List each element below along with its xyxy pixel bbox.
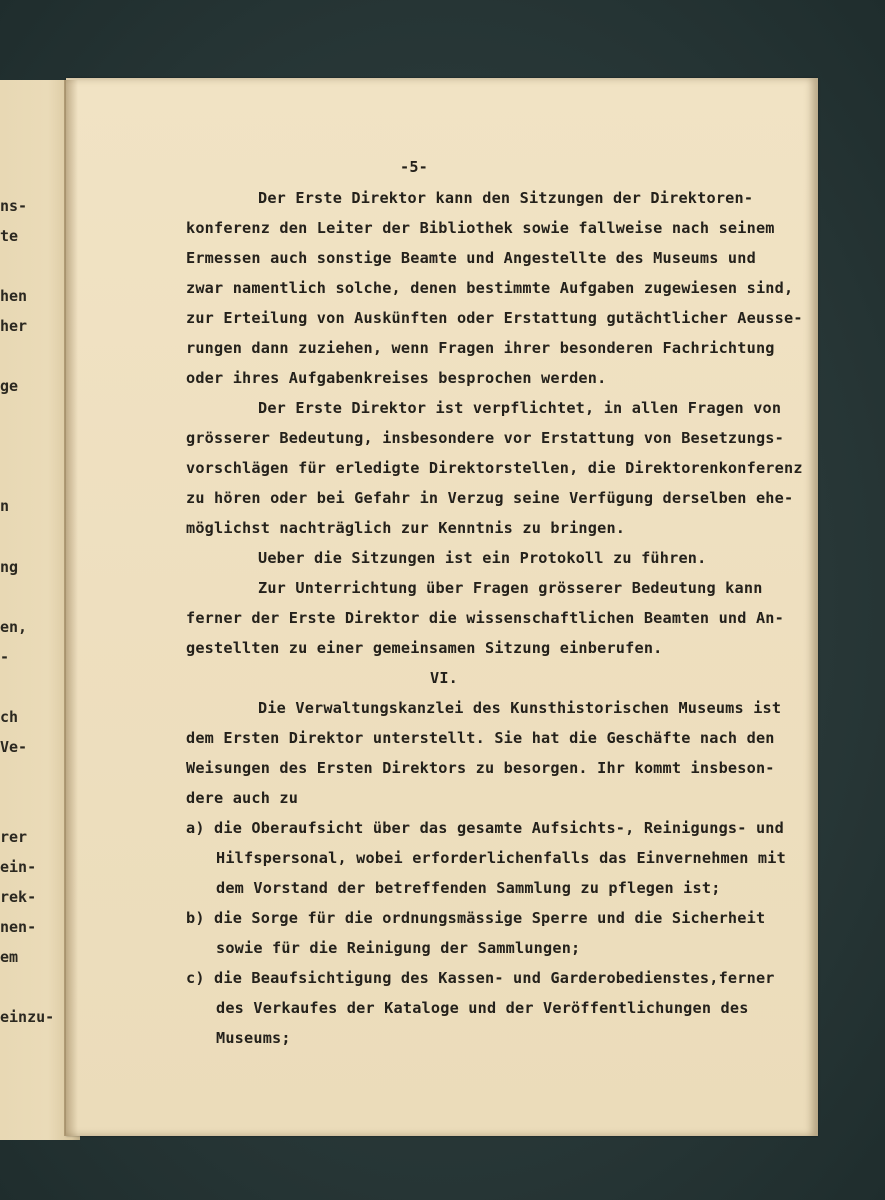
list-item: a) die Oberaufsicht über das gesamte Aufsichts-, Reinigungs- und <box>186 819 784 837</box>
text-line: vorschlägen für erledigte Direktorstellen, die Direktorenkonferenz <box>186 459 803 477</box>
text-line: sowie für die Reinigung der Sammlungen; <box>216 939 581 957</box>
left-fragment: te <box>0 227 19 245</box>
page-gutter <box>64 80 78 1136</box>
left-fragment: rer <box>0 828 28 846</box>
left-fragment: en, <box>0 618 28 636</box>
section-heading: VI. <box>430 669 459 687</box>
left-fragment: em <box>0 948 19 966</box>
left-fragment: ns- <box>0 197 28 215</box>
left-fragment: n <box>0 497 10 515</box>
text-line: Zur Unterrichtung über Fragen grösserer Bedeutung kann <box>258 579 763 597</box>
left-fragment: hen <box>0 287 28 305</box>
text-line: dere auch zu <box>186 789 299 807</box>
text-line: oder ihres Aufgabenkreises besprochen werden. <box>186 369 607 387</box>
text-line: zwar namentlich solche, denen bestimmte Aufgaben zugewiesen sind, <box>186 279 794 297</box>
text-line: zu hören oder bei Gefahr in Verzug seine Verfügung derselben ehe- <box>186 489 794 507</box>
left-fragment: ein- <box>0 858 37 876</box>
left-fragment: ch <box>0 708 19 726</box>
text-line: dem Vorstand der betreffenden Sammlung zu pflegen ist; <box>216 879 721 897</box>
left-fragment: ng <box>0 558 19 576</box>
text-line: Der Erste Direktor ist verpflichtet, in allen Fragen von <box>258 399 782 417</box>
left-fragment: ge <box>0 377 19 395</box>
text-line: Der Erste Direktor kann den Sitzungen der Direktoren- <box>258 189 754 207</box>
left-fragment: her <box>0 317 28 335</box>
text-line: Ueber die Sitzungen ist ein Protokoll zu führen. <box>258 549 707 567</box>
page-number: -5- <box>400 158 429 176</box>
text-line: des Verkaufes der Kataloge und der Veröffentlichungen des <box>216 999 749 1017</box>
list-item: b) die Sorge für die ordnungsmässige Sperre und die Sicherheit <box>186 909 766 927</box>
text-line: konferenz den Leiter der Bibliothek sowie fallweise nach seinem <box>186 219 775 237</box>
text-line: zur Erteilung von Auskünften oder Erstattung gutächtlicher Aeusse- <box>186 309 803 327</box>
text-line: gestellten zu einer gemeinsamen Sitzung einberufen. <box>186 639 663 657</box>
left-fragment: einzu- <box>0 1008 55 1026</box>
text-line: grösserer Bedeutung, insbesondere vor Erstattung von Besetzungs- <box>186 429 784 447</box>
text-line: Museums; <box>216 1029 291 1047</box>
left-fragment: nen- <box>0 918 37 936</box>
text-line: rungen dann zuziehen, wenn Fragen ihrer besonderen Fachrichtung <box>186 339 775 357</box>
text-line: dem Ersten Direktor unterstellt. Sie hat die Geschäfte nach den <box>186 729 775 747</box>
left-fragment: - <box>0 648 10 666</box>
text-line: ferner der Erste Direktor die wissenschaftlichen Beamten und An- <box>186 609 784 627</box>
text-line: Hilfspersonal, wobei erforderlichenfalls das Einvernehmen mit <box>216 849 786 867</box>
left-fragment: Ve- <box>0 738 28 756</box>
list-item: c) die Beaufsichtigung des Kassen- und Garderobedienstes,ferner <box>186 969 775 987</box>
text-line: Weisungen des Ersten Direktors zu besorgen. Ihr kommt insbeson- <box>186 759 775 777</box>
text-line: möglichst nachträglich zur Kenntnis zu bringen. <box>186 519 626 537</box>
text-line: Die Verwaltungskanzlei des Kunsthistorischen Museums ist <box>258 699 782 717</box>
text-line: Ermessen auch sonstige Beamte und Angestellte des Museums und <box>186 249 756 267</box>
left-fragment: rek- <box>0 888 37 906</box>
